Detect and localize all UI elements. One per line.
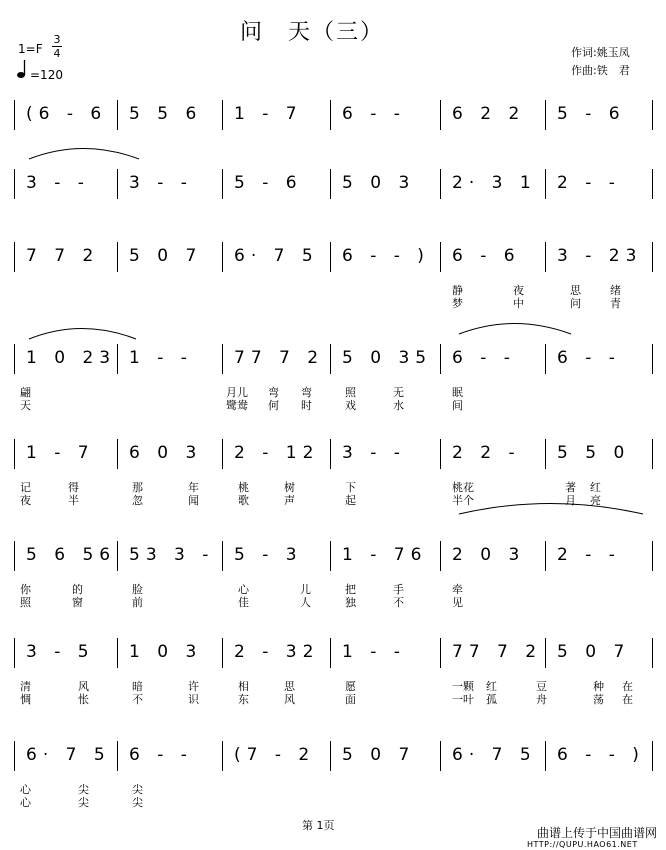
lyric-verse-2: 风 bbox=[284, 693, 295, 706]
lyric-verse-2: 间 bbox=[452, 399, 463, 412]
barline bbox=[222, 344, 223, 374]
lyric-verse-1: 思 bbox=[570, 284, 581, 297]
lyric-verse-2: 心 bbox=[20, 796, 31, 809]
measure: 5 5 0 bbox=[557, 443, 631, 463]
barline bbox=[545, 100, 546, 130]
barline bbox=[545, 638, 546, 668]
barline bbox=[652, 638, 653, 668]
lyric-verse-2: 一叶 bbox=[452, 693, 474, 706]
lyric-verse-1: 儿 bbox=[300, 583, 311, 596]
lyric-verse-1: 思 bbox=[284, 680, 295, 693]
lyric-verse-1: 的 bbox=[72, 583, 83, 596]
lyric-verse-2: 戏 bbox=[345, 399, 356, 412]
measure: 1 - - bbox=[129, 348, 193, 368]
measure: 6 - - ) bbox=[342, 246, 430, 266]
lyric-verse-1: 一颗 bbox=[452, 680, 474, 693]
slur-arc bbox=[28, 146, 142, 160]
lyric-verse-1: 绪 bbox=[610, 284, 621, 297]
lyric-verse-1: 下 bbox=[345, 481, 356, 494]
measure: 5 0 3 bbox=[342, 173, 416, 193]
barline bbox=[330, 439, 331, 469]
measure: 2 2 - bbox=[452, 443, 521, 463]
barline bbox=[117, 242, 118, 272]
lyric-verse-2: 独 bbox=[345, 596, 356, 609]
measure: 3 - 5 bbox=[26, 642, 95, 662]
measure: 6· 7 5 bbox=[26, 745, 111, 765]
lyric-verse-2: 时 bbox=[301, 399, 312, 412]
barline bbox=[440, 344, 441, 374]
lyric-verse-1: 手 bbox=[393, 583, 404, 596]
measure: 5 0 7 bbox=[557, 642, 631, 662]
measure: 6 - - bbox=[129, 745, 193, 765]
tempo-marking: =120 bbox=[30, 68, 63, 82]
lyric-verse-2: 歌 bbox=[238, 494, 249, 507]
lyric-verse-1: 心 bbox=[238, 583, 249, 596]
lyric-verse-2: 亮 bbox=[590, 494, 601, 507]
lyric-verse-2: 梦 bbox=[452, 297, 463, 310]
lyric-verse-1: 眠 bbox=[452, 386, 463, 399]
key-signature: 1=F bbox=[18, 42, 43, 56]
lyric-verse-2: 尖 bbox=[132, 796, 143, 809]
measure: (7 - 2 bbox=[234, 745, 316, 765]
barline bbox=[222, 439, 223, 469]
lyric-verse-2: 照 bbox=[20, 596, 31, 609]
measure: 2 - - bbox=[557, 173, 621, 193]
measure: 77 7 2 bbox=[452, 642, 543, 662]
measure: 1 - 7 bbox=[234, 104, 303, 124]
lyric-verse-1: 暗 bbox=[132, 680, 143, 693]
lyric-verse-2: 青 bbox=[610, 297, 621, 310]
lyric-verse-1: 尖 bbox=[78, 783, 89, 796]
lyric-verse-1: 你 bbox=[20, 583, 31, 596]
page-number: 第 1页 bbox=[302, 819, 335, 832]
lyric-verse-1: 脸 bbox=[132, 583, 143, 596]
measure: 1 - - bbox=[342, 642, 406, 662]
barline bbox=[117, 344, 118, 374]
measure: 2 - 32 bbox=[234, 642, 320, 662]
lyric-verse-1: 弯 bbox=[301, 386, 312, 399]
lyric-verse-2: 闻 bbox=[188, 494, 199, 507]
measure: 6 2 2 bbox=[452, 104, 526, 124]
barline bbox=[117, 439, 118, 469]
lyric-verse-2: 窗 bbox=[72, 596, 83, 609]
lyric-verse-1: 照 bbox=[345, 386, 356, 399]
barline bbox=[330, 242, 331, 272]
measure: 1 - 7 bbox=[26, 443, 95, 463]
lyric-verse-2: 夜 bbox=[20, 494, 31, 507]
lyric-verse-1: 牵 bbox=[452, 583, 463, 596]
barline bbox=[117, 638, 118, 668]
barline bbox=[652, 541, 653, 571]
measure: 6 - - bbox=[342, 104, 406, 124]
barline bbox=[14, 638, 15, 668]
lyric-verse-1: 那 bbox=[132, 481, 143, 494]
measure: 5 0 7 bbox=[129, 246, 203, 266]
lyric-verse-2: 见 bbox=[452, 596, 463, 609]
barline bbox=[14, 242, 15, 272]
measure: 7 7 2 bbox=[26, 246, 100, 266]
lyric-verse-1: 相 bbox=[238, 680, 249, 693]
lyric-verse-2: 鹭鸯 bbox=[226, 399, 248, 412]
measure: 5 5 6 bbox=[129, 104, 203, 124]
measure: 3 - 23 bbox=[557, 246, 643, 266]
measure: 5 0 35 bbox=[342, 348, 433, 368]
lyricist-credit: 作词:姚玉凤 bbox=[571, 46, 630, 59]
barline bbox=[440, 741, 441, 771]
measure: 3 - - bbox=[342, 443, 406, 463]
barline bbox=[117, 169, 118, 199]
barline bbox=[545, 344, 546, 374]
lyric-verse-1: 夜 bbox=[513, 284, 524, 297]
measure: 2 - 12 bbox=[234, 443, 320, 463]
lyric-verse-2: 半 bbox=[68, 494, 79, 507]
barline bbox=[652, 344, 653, 374]
measure: 2 - - bbox=[557, 545, 621, 565]
barline bbox=[652, 100, 653, 130]
lyric-verse-1: 著 bbox=[565, 481, 576, 494]
lyric-verse-1: 心 bbox=[20, 783, 31, 796]
lyric-verse-2: 佳 bbox=[238, 596, 249, 609]
lyric-verse-2: 半个 bbox=[452, 494, 474, 507]
lyric-verse-1: 清 bbox=[20, 680, 31, 693]
lyric-verse-2: 不 bbox=[132, 693, 143, 706]
barline bbox=[222, 169, 223, 199]
lyric-verse-2: 怅 bbox=[78, 693, 89, 706]
lyric-verse-2: 问 bbox=[570, 297, 581, 310]
barline bbox=[545, 741, 546, 771]
lyric-verse-2: 不 bbox=[393, 596, 404, 609]
barline bbox=[14, 541, 15, 571]
time-top: 3 bbox=[53, 33, 61, 46]
barline bbox=[652, 242, 653, 272]
barline bbox=[652, 439, 653, 469]
measure: 3 - - bbox=[129, 173, 193, 193]
measure: 6 - - ) bbox=[557, 745, 645, 765]
time-signature bbox=[52, 33, 62, 60]
measure: 6· 7 5 bbox=[452, 745, 537, 765]
measure: 1 0 23 bbox=[26, 348, 117, 368]
barline bbox=[545, 439, 546, 469]
lyric-verse-2: 月 bbox=[565, 494, 576, 507]
barline bbox=[117, 541, 118, 571]
measure: 6 0 3 bbox=[129, 443, 203, 463]
measure: 2· 3 1 bbox=[452, 173, 537, 193]
barline bbox=[330, 100, 331, 130]
slur-arc bbox=[458, 501, 646, 515]
site-url: HTTP://QUPU.HAO61.NET bbox=[527, 840, 638, 849]
site-credit: 曲谱上传于中国曲谱网 bbox=[537, 826, 658, 840]
lyric-verse-2: 忽 bbox=[132, 494, 143, 507]
measure: 3 - - bbox=[26, 173, 90, 193]
lyric-verse-1: 红 bbox=[486, 680, 497, 693]
lyric-verse-1: 月儿 bbox=[226, 386, 248, 399]
barline bbox=[14, 439, 15, 469]
lyric-verse-2: 荡 bbox=[593, 693, 604, 706]
barline bbox=[545, 541, 546, 571]
measure: 6 - - bbox=[557, 348, 621, 368]
barline bbox=[14, 741, 15, 771]
lyric-verse-1: 翩 bbox=[20, 386, 31, 399]
measure: 1 - 76 bbox=[342, 545, 428, 565]
lyric-verse-1: 尖 bbox=[132, 783, 143, 796]
measure: 6 - - bbox=[452, 348, 516, 368]
barline bbox=[440, 242, 441, 272]
barline bbox=[330, 344, 331, 374]
lyric-verse-1: 愿 bbox=[345, 680, 356, 693]
lyric-verse-2: 起 bbox=[345, 494, 356, 507]
lyric-verse-1: 桃 bbox=[238, 481, 249, 494]
lyric-verse-1: 记 bbox=[20, 481, 31, 494]
lyric-verse-2: 尖 bbox=[78, 796, 89, 809]
lyric-verse-1: 桃花 bbox=[452, 481, 474, 494]
barline bbox=[330, 541, 331, 571]
lyric-verse-2: 中 bbox=[513, 297, 524, 310]
barline bbox=[14, 169, 15, 199]
barline bbox=[222, 638, 223, 668]
measure: 5 - 6 bbox=[557, 104, 626, 124]
slur-arc bbox=[458, 321, 574, 335]
barline bbox=[440, 100, 441, 130]
barline bbox=[14, 100, 15, 130]
barline bbox=[440, 169, 441, 199]
time-bottom: 4 bbox=[53, 47, 61, 60]
measure: 5 0 7 bbox=[342, 745, 416, 765]
measure: 5 - 6 bbox=[234, 173, 303, 193]
measure: 5 6 56 bbox=[26, 545, 117, 565]
lyric-verse-2: 声 bbox=[284, 494, 295, 507]
lyric-verse-1: 树 bbox=[284, 481, 295, 494]
lyric-verse-2: 孤 bbox=[486, 693, 497, 706]
lyric-verse-2: 惆 bbox=[20, 693, 31, 706]
lyric-verse-1: 在 bbox=[622, 680, 633, 693]
slur-arc bbox=[28, 326, 139, 340]
barline bbox=[545, 169, 546, 199]
lyric-verse-2: 天 bbox=[20, 399, 31, 412]
barline bbox=[14, 344, 15, 374]
lyric-verse-1: 年 bbox=[188, 481, 199, 494]
composer-credit: 作曲:铁 君 bbox=[571, 64, 630, 77]
lyric-verse-1: 弯 bbox=[268, 386, 279, 399]
lyric-verse-2: 在 bbox=[622, 693, 633, 706]
barline bbox=[330, 741, 331, 771]
barline bbox=[117, 100, 118, 130]
lyric-verse-1: 豆 bbox=[536, 680, 547, 693]
page-title: 问 天（三） bbox=[240, 20, 385, 45]
quarter-note-icon bbox=[16, 58, 28, 80]
lyric-verse-2: 东 bbox=[238, 693, 249, 706]
lyric-verse-1: 静 bbox=[452, 284, 463, 297]
lyric-verse-1: 得 bbox=[68, 481, 79, 494]
lyric-verse-2: 前 bbox=[132, 596, 143, 609]
barline bbox=[222, 100, 223, 130]
measure: (6 - 6 bbox=[26, 104, 108, 124]
measure: 2 0 3 bbox=[452, 545, 526, 565]
barline bbox=[222, 741, 223, 771]
barline bbox=[330, 638, 331, 668]
lyric-verse-2: 人 bbox=[300, 596, 311, 609]
barline bbox=[652, 741, 653, 771]
barline bbox=[222, 541, 223, 571]
barline bbox=[440, 638, 441, 668]
lyric-verse-1: 把 bbox=[345, 583, 356, 596]
lyric-verse-1: 种 bbox=[593, 680, 604, 693]
measure: 6 - 6 bbox=[452, 246, 521, 266]
barline bbox=[440, 439, 441, 469]
barline bbox=[222, 242, 223, 272]
measure: 5 - 3 bbox=[234, 545, 303, 565]
lyric-verse-1: 风 bbox=[78, 680, 89, 693]
measure: 6· 7 5 bbox=[234, 246, 319, 266]
measure: 77 7 2 bbox=[234, 348, 325, 368]
lyric-verse-2: 何 bbox=[268, 399, 279, 412]
barline bbox=[440, 541, 441, 571]
measure: 53 3 - bbox=[129, 545, 215, 565]
barline bbox=[117, 741, 118, 771]
barline bbox=[652, 169, 653, 199]
lyric-verse-2: 识 bbox=[188, 693, 199, 706]
lyric-verse-1: 红 bbox=[590, 481, 601, 494]
barline bbox=[545, 242, 546, 272]
measure: 1 0 3 bbox=[129, 642, 203, 662]
lyric-verse-2: 面 bbox=[345, 693, 356, 706]
lyric-verse-2: 水 bbox=[393, 399, 404, 412]
barline bbox=[330, 169, 331, 199]
lyric-verse-1: 许 bbox=[188, 680, 199, 693]
lyric-verse-1: 无 bbox=[393, 386, 404, 399]
lyric-verse-2: 舟 bbox=[536, 693, 547, 706]
